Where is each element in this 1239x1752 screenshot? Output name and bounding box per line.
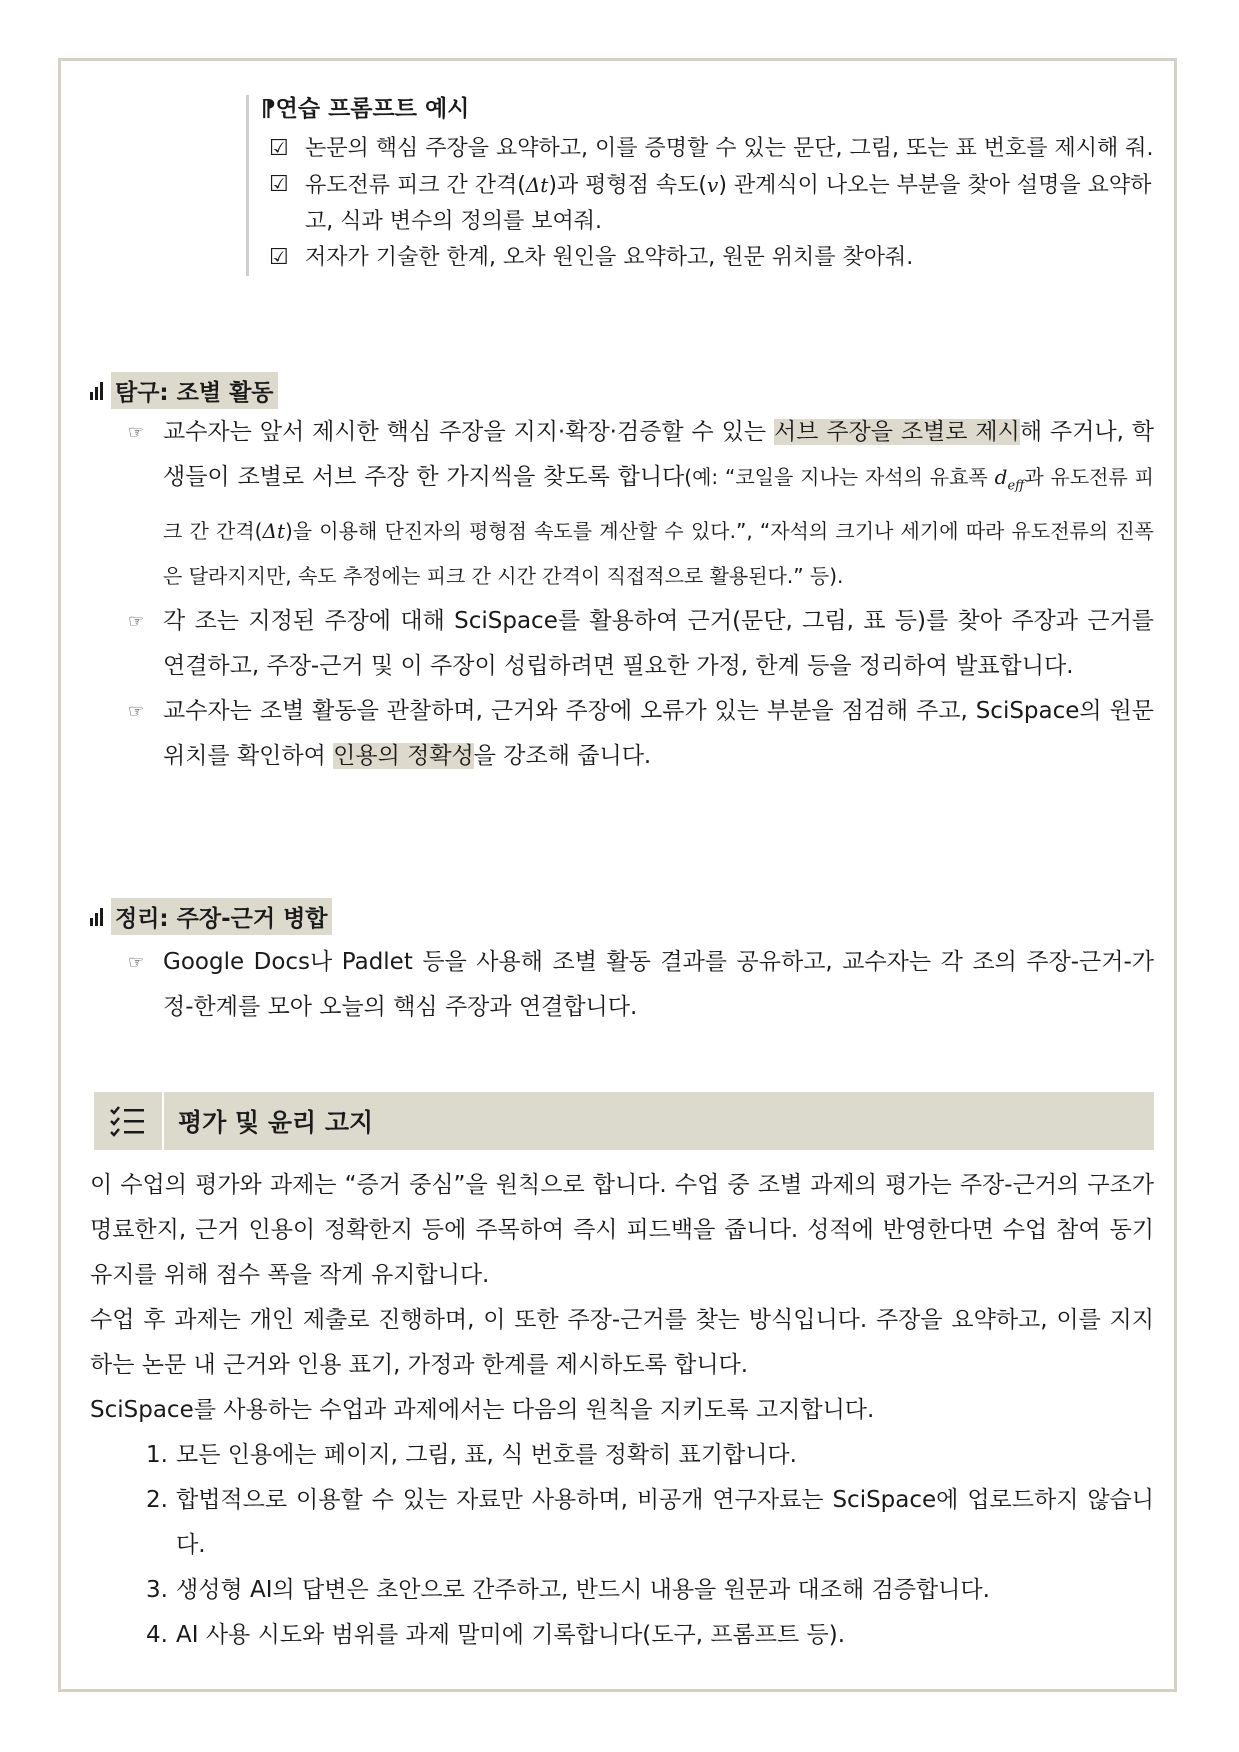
prompt-item: ☑ 저자가 기술한 한계, 오차 원인을 요약하고, 원문 위치를 찾아줘. [261,240,1161,276]
list-item: ☞ 각 조는 지정된 주장에 대해 SciSpace를 활용하여 근거(문단, 그림, 표 등)를 찾아 주장과 근거를 연결하고, 주장-근거 및 이 주장이 성립하려면 필요한 가정, 한계 등을 정리하여 발표합니다. [128,599,1154,689]
pointing-hand-icon: ☞ [128,422,145,443]
bar-chart-icon [90,908,103,926]
prompt-example-box [246,95,1161,276]
checklist-icon [94,1092,164,1150]
list-item: 2. 합법적으로 이용할 수 있는 자료만 사용하며, 비공개 연구자료는 SciSpace에 업로드하지 않습니다. [146,1487,1154,1558]
paragraph: 수업 후 과제는 개인 제출로 진행하며, 이 또한 주장-근거를 찾는 방식입니다. 주장을 요약하고, 이를 지지하는 논문 내 근거와 인용 표기, 가정과 한계를 제시하도록 합니다. [90,1307,1154,1378]
paragraph: SciSpace를 사용하는 수업과 과제에서는 다음의 원칙을 지키도록 고지합니다. [90,1397,875,1423]
summary-heading: 정리: 주장-근거 병합 [90,898,332,935]
checkbox-icon: ☑ [269,136,289,161]
checkbox-icon: ☑ [269,245,289,270]
pointing-hand-icon: ☞ [128,952,145,973]
section-banner [94,1092,1154,1150]
prompt-item: ☑ 논문의 핵심 주장을 요약하고, 이를 증명할 수 있는 문단, 그림, 또는 표 번호를 제시해 줘. [261,131,1161,167]
pointing-hand-icon: ☞ [128,610,145,632]
prompt-item: ☑ 유도전류 피크 간 간격(Δt)과 평형점 속도(v) 관계식이 나오는 부분을 찾아 설명을 요약하고, 식과 변수의 정의를 보여줘. [261,167,1161,240]
checkbox-icon: ☑ [269,172,289,197]
section-title: 평가 및 윤리 고지 [178,1108,374,1137]
summary-bullets [128,940,1154,1030]
explore-heading: 탐구: 조별 활동 [90,372,278,409]
list-item: 1. 모든 인용에는 페이지, 그림, 표, 식 번호를 정확히 표기합니다. [146,1442,797,1468]
section-body [90,1163,1154,1658]
list-item: ☞ Google Docs나 Padlet 등을 사용해 조별 활동 결과를 공유하고, 교수자는 각 조의 주장-근거-가정-한계를 모아 오늘의 핵심 주장과 연결합니다. [128,940,1154,1030]
pointing-hand-icon: ☞ [128,700,145,722]
pilcrow-icon: ⁋ [261,96,276,122]
bar-chart-icon [90,382,103,400]
explore-bullets [128,410,1154,779]
paragraph: 이 수업의 평가와 과제는 “증거 중심”을 원칙으로 합니다. 수업 중 조별 과제의 평가는 주장-근거의 구조가 명료한지, 근거 인용이 정확한지 등에 주목하여 즉시 피드백을 줍니다. 성적에 반영한다면 수업 참여 동기 유지를 위해 점수 폭을 작게 유지합니다. [90,1172,1154,1288]
list-item: ☞ 교수자는 앞서 제시한 핵심 주장을 지지·확장·검증할 수 있는 서브 주장을 조별로 제시해 주거나, 학생들이 조별로 서브 주장 한 가지씩을 찾도록 합니다(예: “코일을 지나는 자석의 유효폭 $d_{eff}$과 유도전류 피크 간 간격(Δt)을 이용해 단진자의 평형점 속도를 계산할 수 있다.”, “자석의 크기나 세기에 따라 유도전류의 진폭은 달라지지만, 속도 추정에는 피크 간 시간 간격이 직접적으로 활용된다.” 등). [128,410,1154,599]
prompt-example-title: ⁋연습 프롬프트 예시 [261,96,470,122]
rules-list [90,1433,1154,1658]
list-item: 3. 생성형 AI의 답변은 초안으로 간주하고, 반드시 내용을 원문과 대조해 검증합니다. [146,1577,990,1603]
list-item: ☞ 교수자는 조별 활동을 관찰하며, 근거와 주장에 오류가 있는 부분을 점검해 주고, SciSpace의 원문 위치를 확인하여 인용의 정확성을 강조해 줍니다. [128,689,1154,779]
list-item: 4. AI 사용 시도와 범위를 과제 말미에 기록합니다(도구, 프롬프트 등). [146,1622,846,1648]
